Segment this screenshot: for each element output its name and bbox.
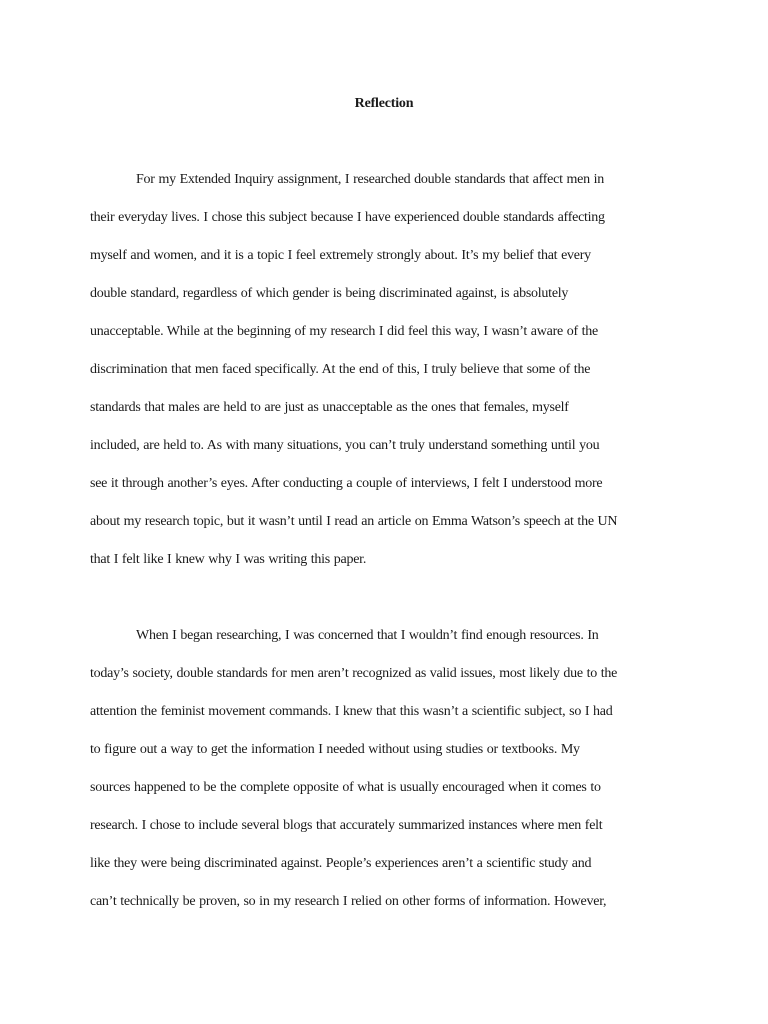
paragraph-2-line-8: can’t technically be proven, so in my research I relied on other forms of information. However, (90, 894, 607, 909)
paragraph-2-line-4: to figure out a way to get the information I needed without using studies or textbooks. My (90, 742, 580, 757)
paragraph-1-line-6: discrimination that men faced specifically. At the end of this, I truly believe that some of the (90, 362, 591, 377)
paragraph-2-line-3: attention the feminist movement commands. I knew that this wasn’t a scientific subject, so I had (90, 704, 613, 719)
paragraph-2-line-1: When I began researching, I was concerned that I wouldn’t find enough resources. In (136, 628, 599, 643)
paragraph-1-line-3: myself and women, and it is a topic I feel extremely strongly about. It’s my belief that every (90, 248, 591, 263)
paragraph-2-line-2: today’s society, double standards for men aren’t recognized as valid issues, most likely due to the (90, 666, 618, 681)
paragraph-1-line-8: included, are held to. As with many situations, you can’t truly understand something until you (90, 438, 600, 453)
paragraph-1-line-2: their everyday lives. I chose this subject because I have experienced double standards affecting (90, 210, 605, 225)
paragraph-2-line-5: sources happened to be the complete opposite of what is usually encouraged when it comes to (90, 780, 601, 795)
paragraph-1-line-7: standards that males are held to are just as unacceptable as the ones that females, myself (90, 400, 569, 415)
paragraph-1-line-5: unacceptable. While at the beginning of my research I did feel this way, I wasn’t aware of the (90, 324, 598, 339)
paragraph-1-line-10: about my research topic, but it wasn’t until I read an article on Emma Watson’s speech at the UN (90, 514, 618, 529)
paragraph-1-line-11: that I felt like I knew why I was writing this paper. (90, 552, 367, 567)
document-title: Reflection (354, 96, 414, 111)
paragraph-1-line-1: For my Extended Inquiry assignment, I researched double standards that affect men in (136, 172, 604, 187)
paragraph-2-line-7: like they were being discriminated against. People’s experiences aren’t a scientific study and (90, 856, 592, 871)
paragraph-1-line-9: see it through another’s eyes. After conducting a couple of interviews, I felt I understood more (90, 476, 603, 491)
paragraph-1-line-4: double standard, regardless of which gender is being discriminated against, is absolutely (90, 286, 569, 301)
paragraph-2-line-6: research. I chose to include several blogs that accurately summarized instances where men felt (90, 818, 603, 833)
